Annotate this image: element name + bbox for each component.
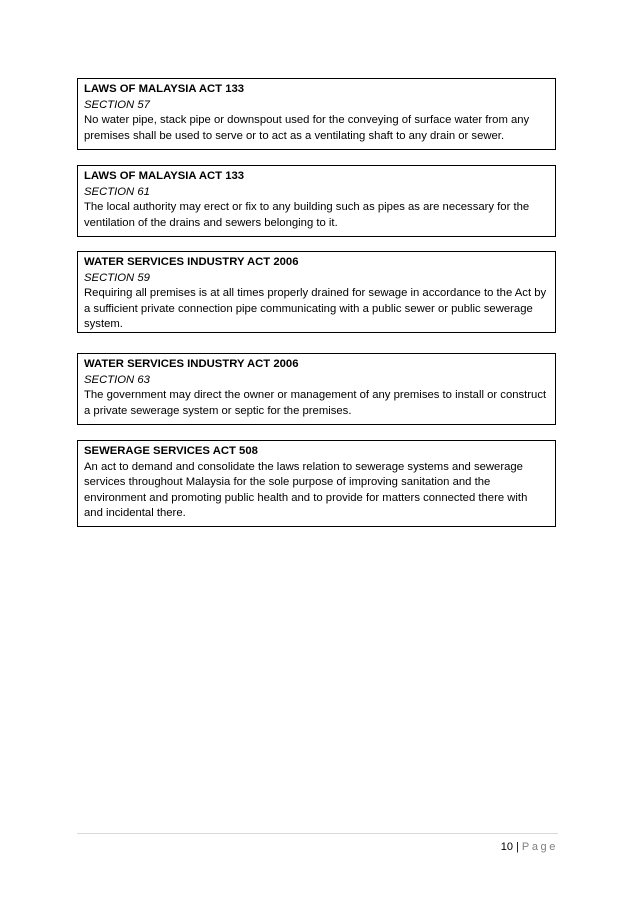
law-section: SECTION 61 [84,185,150,198]
law-box-act133-section61 [77,165,556,237]
law-section: SECTION 63 [84,373,150,386]
law-heading: WATER SERVICES INDUSTRY ACT 2006 [84,256,299,268]
footer-separator: | [516,841,519,853]
law-box-act133-section57 [77,78,556,150]
law-heading: SEWERAGE SERVICES ACT 508 [84,445,258,457]
law-box-wsia-section63 [77,353,556,425]
law-section: SECTION 59 [84,271,150,284]
law-text: The government may direct the owner or management of any premises to install or construct a private sewerage system or septic for the premises. [84,389,547,417]
page-number: 10 [500,841,514,853]
page-footer [501,840,558,854]
law-box-wsia-section59 [77,251,556,333]
law-heading: LAWS OF MALAYSIA ACT 133 [84,170,245,182]
law-text: Requiring all premises is at all times properly drained for sewage in accordance to the Act by a sufficient private connection pipe communicating with a public sewer or public sewerage system. [84,287,547,331]
law-heading: LAWS OF MALAYSIA ACT 133 [84,83,245,95]
law-heading: WATER SERVICES INDUSTRY ACT 2006 [84,358,299,370]
law-box-ssa508 [77,440,556,527]
law-section: SECTION 57 [84,98,150,111]
law-text: The local authority may erect or fix to any building such as pipes as are necessary for the ventilation of the drains and sewers belonging to it. [84,201,530,229]
footer-divider [77,833,558,834]
law-text: No water pipe, stack pipe or downspout used for the conveying of surface water from any premises shall be used to serve or to act as a ventilating shaft to any drain or sewer. [84,114,530,142]
law-text: An act to demand and consolidate the laws relation to sewerage systems and sewerage services throughout Malaysia for the sole purpose of improving sanitation and the environment and promoting public health and to provide for matters connected there with and incidental there. [84,460,528,520]
page-label: Page [521,841,558,853]
